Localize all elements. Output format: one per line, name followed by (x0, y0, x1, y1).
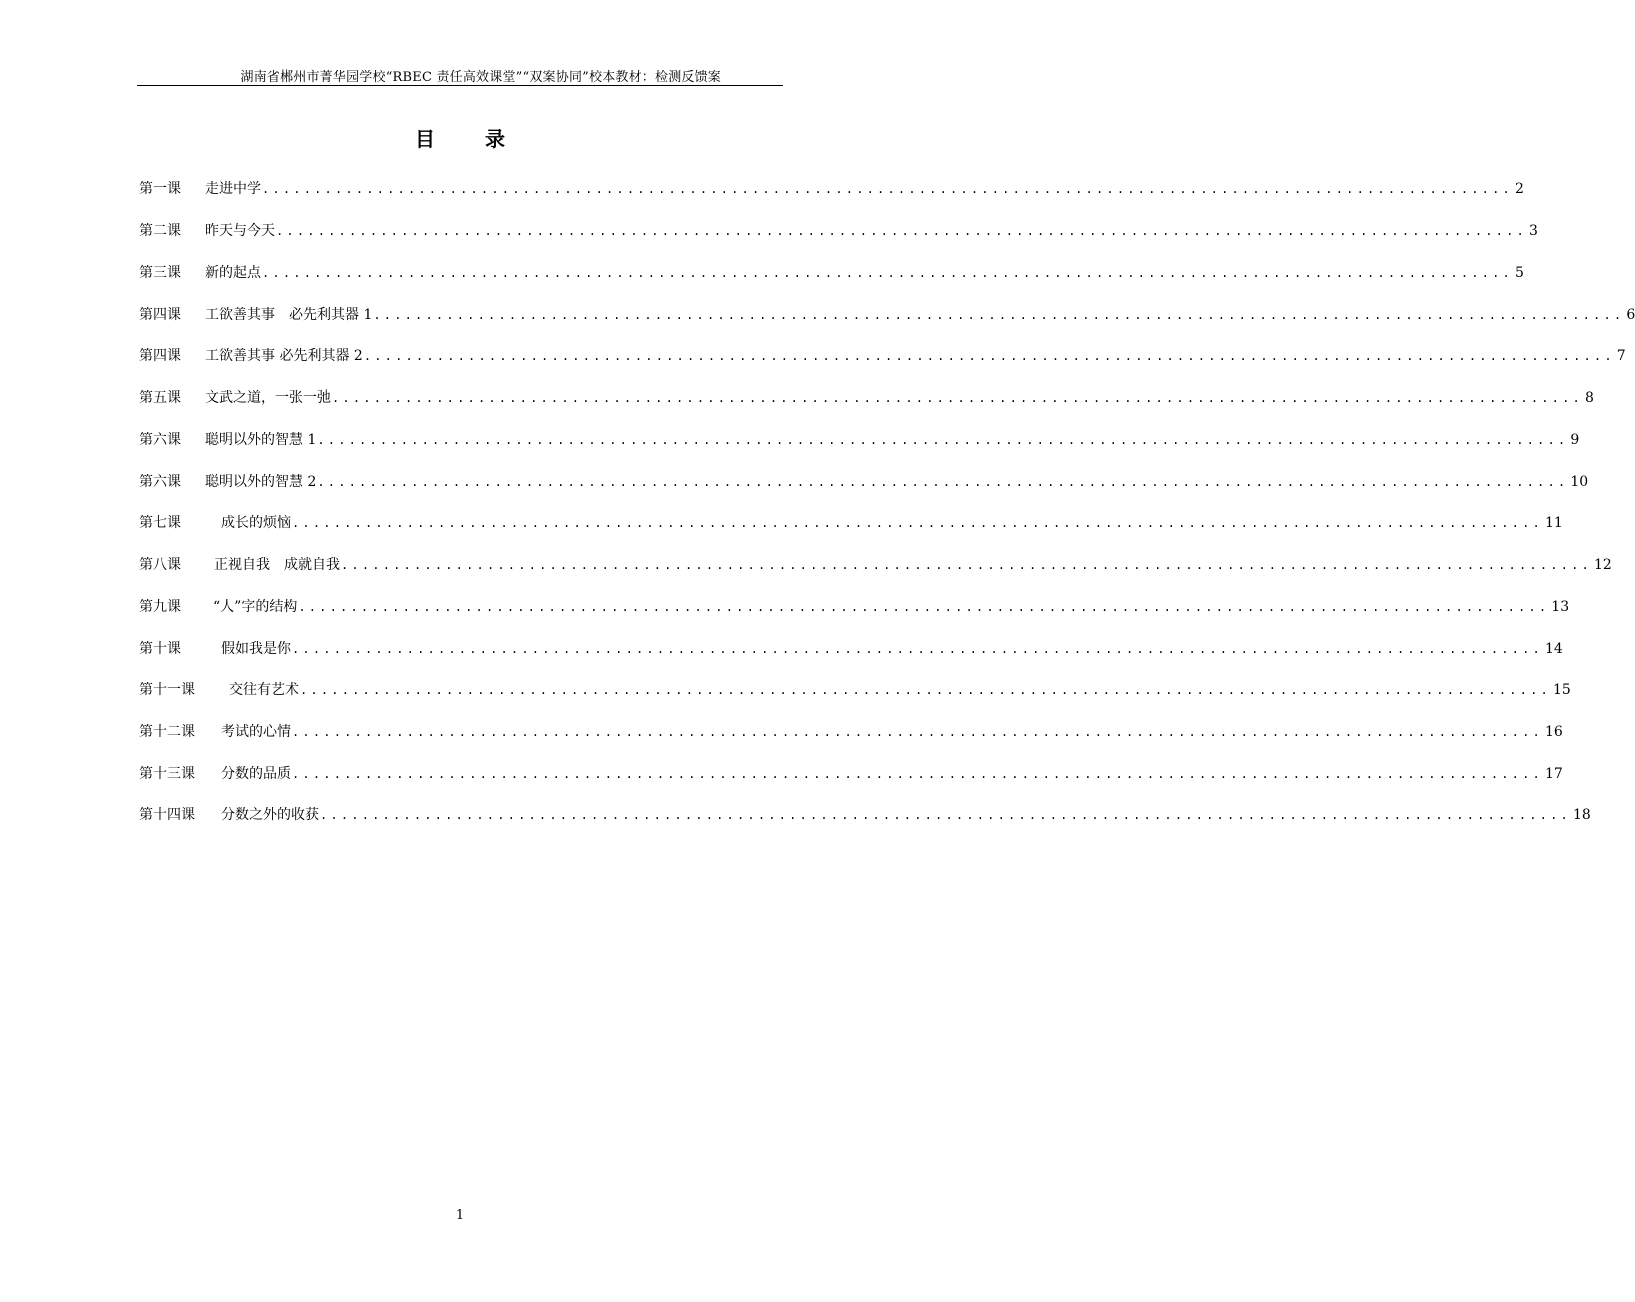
toc-lesson: 第十二课 (139, 724, 195, 740)
page-number: 1 (455, 1208, 465, 1223)
title-char-1: 目 (415, 127, 435, 151)
toc-leader: ........................................................................................................................ (292, 725, 1543, 739)
toc-lesson: 第六课 (139, 432, 181, 448)
toc-page: 9 (1570, 432, 1580, 448)
toc-topic: 分数的品质 (221, 766, 291, 782)
toc-lesson: 第一课 (139, 181, 181, 197)
toc-row (139, 512, 1563, 534)
toc-topic: 正视自我 成就自我 (214, 557, 340, 573)
toc-page: 13 (1551, 599, 1570, 615)
toc-row (139, 178, 1524, 200)
toc-lesson: 第十四课 (139, 807, 195, 823)
toc-topic: 工欲善其事 必先利其器 1 (205, 307, 373, 323)
toc-page: 17 (1544, 766, 1563, 782)
toc-lesson: 第三课 (139, 265, 181, 281)
toc-topic: 成长的烦恼 (221, 515, 291, 531)
toc-row (139, 638, 1563, 660)
toc-page: 3 (1528, 223, 1538, 239)
toc-row (139, 596, 1570, 618)
toc-topic: 聪明以外的智慧 2 (205, 474, 317, 490)
page-title (0, 123, 920, 152)
header-text: 湖南省郴州市菁华园学校“RBEC 责任高效课堂”“双案协同”校本教材：检测反馈案 (240, 70, 721, 85)
toc-page: 16 (1544, 724, 1563, 740)
toc-topic: 考试的心情 (221, 724, 291, 740)
toc-lesson: 第二课 (139, 223, 181, 239)
toc-lesson: 第四课 (139, 348, 181, 364)
toc-page: 15 (1552, 682, 1571, 698)
toc-page: 12 (1593, 557, 1612, 573)
toc-leader: ........................................................................................................................ (262, 182, 1513, 196)
toc-row (139, 804, 1591, 826)
toc-topic: 聪明以外的智慧 1 (205, 432, 317, 448)
toc-row (139, 554, 1612, 576)
toc-lesson: 第八课 (139, 557, 181, 573)
toc-lesson: 第十一课 (139, 682, 195, 698)
toc-row (139, 763, 1563, 785)
toc-lesson: 第十三课 (139, 766, 195, 782)
title-char-2: 录 (485, 127, 505, 151)
toc-leader: ........................................................................................................................ (262, 266, 1513, 280)
toc-topic: 新的起点 (205, 265, 261, 281)
toc-leader: ........................................................................................................................ (300, 683, 1551, 697)
toc-leader: ........................................................................................................................ (292, 642, 1543, 656)
toc-lesson: 第六课 (139, 474, 181, 490)
toc-topic: “人”字的结构 (213, 599, 298, 615)
toc-leader: ........................................................................................................................ (363, 349, 1615, 363)
toc-leader: ........................................................................................................................ (292, 767, 1543, 781)
toc-topic: 文武之道，一张一弛 (205, 390, 331, 406)
toc-topic: 假如我是你 (221, 641, 291, 657)
toc-row (139, 721, 1563, 743)
toc-row (139, 387, 1594, 409)
toc-row (139, 471, 1589, 493)
toc-row (139, 304, 1635, 326)
toc-lesson: 第七课 (139, 515, 181, 531)
toc-page: 2 (1514, 181, 1524, 197)
toc-topic: 工欲善其事 必先利其器 2 (205, 348, 363, 364)
toc-row (139, 220, 1538, 242)
toc-page: 14 (1544, 641, 1563, 657)
toc-lesson: 第九课 (139, 599, 181, 615)
toc-page: 18 (1572, 807, 1591, 823)
toc-lesson: 第十课 (139, 641, 181, 657)
toc-lesson: 第五课 (139, 390, 181, 406)
toc-page: 11 (1544, 515, 1563, 531)
toc-leader: ........................................................................................................................ (317, 433, 1569, 447)
toc-leader: ........................................................................................................................ (298, 600, 1550, 614)
toc-row (139, 679, 1571, 701)
toc-leader: ........................................................................................................................ (332, 391, 1583, 405)
toc-leader: ........................................................................................................................ (317, 475, 1569, 489)
toc-topic: 分数之外的收获 (221, 807, 319, 823)
toc-row (139, 262, 1524, 284)
toc-topic: 昨天与今天 (205, 223, 275, 239)
toc-row (139, 429, 1580, 451)
toc-row (139, 345, 1626, 367)
toc-topic: 交往有艺术 (229, 682, 299, 698)
toc-page: 8 (1584, 390, 1594, 406)
toc-leader: ........................................................................................................................ (276, 224, 1527, 238)
toc-leader: ........................................................................................................................ (292, 516, 1543, 530)
toc-page: 6 (1626, 307, 1635, 323)
toc-page: 5 (1514, 265, 1524, 281)
toc-topic: 走进中学 (205, 181, 261, 197)
toc-leader: ........................................................................................................................ (341, 558, 1592, 572)
toc-page: 10 (1570, 474, 1589, 490)
toc-page: 7 (1616, 348, 1626, 364)
toc-leader: ........................................................................................................................ (320, 808, 1571, 822)
toc-leader: ........................................................................................................................ (373, 308, 1625, 322)
page-header (137, 64, 783, 86)
toc-lesson: 第四课 (139, 307, 181, 323)
